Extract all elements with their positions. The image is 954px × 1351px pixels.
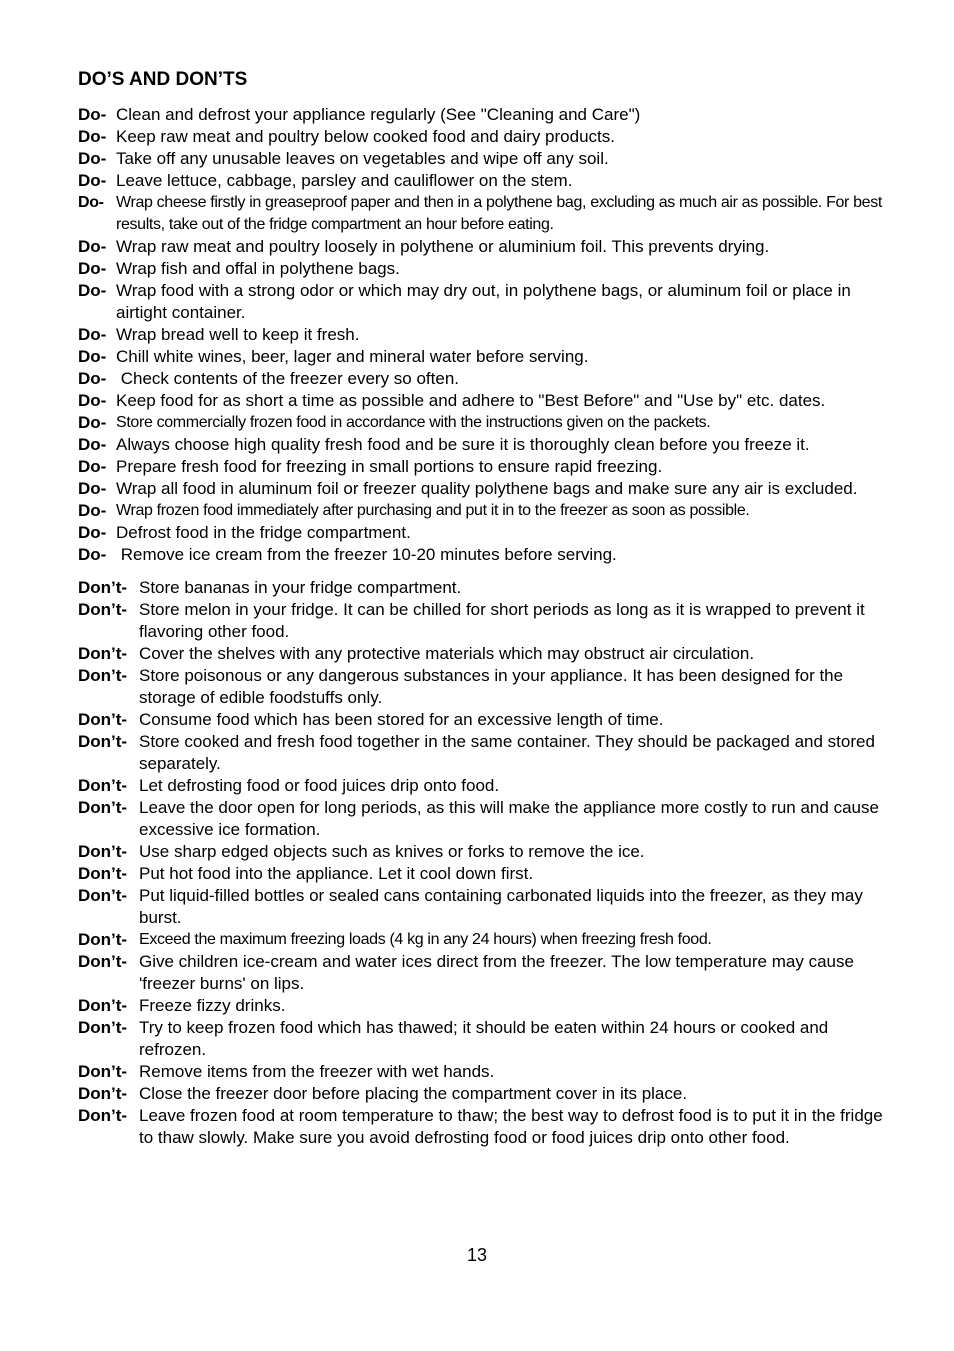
do-marker: Do- — [78, 149, 107, 168]
do-text: Wrap food with a strong odor or which may dry out, in polythene bags, or aluminum foil or place in airtight container. — [116, 281, 851, 322]
do-text: Chill white wines, beer, lager and mineral water before serving. — [116, 347, 589, 366]
do-marker: Do- — [78, 105, 107, 124]
dont-item — [78, 1083, 888, 1105]
do-marker: Do- — [78, 545, 107, 564]
donts-list — [78, 577, 888, 1149]
dont-text: Use sharp edged objects such as knives or forks to remove the ice. — [139, 842, 645, 861]
do-item — [78, 126, 888, 148]
do-text: Leave lettuce, cabbage, parsley and cauliflower on the stem. — [116, 171, 573, 190]
dont-item — [78, 885, 888, 929]
do-text: Store commercially frozen food in accordance with the instructions given on the packets. — [116, 414, 711, 431]
do-marker: Do- — [78, 194, 104, 211]
do-item — [78, 280, 888, 324]
do-text: Remove ice cream from the freezer 10-20 minutes before serving. — [116, 545, 617, 564]
dos-list — [78, 104, 888, 566]
dont-text: Store melon in your fridge. It can be chilled for short periods as long as it is wrapped to prevent it flavoring other food. — [139, 600, 865, 641]
do-text: Wrap cheese firstly in greaseproof paper and then in a polythene bag, excluding as much air as possible. For best results, take out of the fridge compartment an hour before eating. — [116, 194, 882, 233]
dont-item — [78, 709, 888, 731]
do-marker: Do- — [78, 281, 107, 300]
do-marker: Do- — [78, 259, 107, 278]
do-marker: Do- — [78, 347, 107, 366]
dont-text: Give children ice-cream and water ices direct from the freezer. The low temperature may cause 'freezer burns' on lips. — [139, 952, 854, 993]
do-marker: Do- — [78, 325, 107, 344]
do-text: Wrap bread well to keep it fresh. — [116, 325, 360, 344]
page-number: 13 — [466, 1245, 488, 1265]
do-text: Wrap fish and offal in polythene bags. — [116, 259, 400, 278]
dont-marker: Don’t- — [78, 1084, 128, 1103]
do-item — [78, 412, 888, 434]
dont-marker: Don’t- — [78, 1106, 128, 1125]
dont-marker: Don’t- — [78, 864, 128, 883]
do-item — [78, 346, 888, 368]
dont-item — [78, 1105, 888, 1149]
dont-text: Put hot food into the appliance. Let it cool down first. — [139, 864, 534, 883]
do-item — [78, 192, 888, 236]
dont-marker: Don’t- — [78, 644, 128, 663]
dont-marker: Don’t- — [78, 1062, 128, 1081]
dont-marker: Don’t- — [78, 886, 128, 905]
do-text: Wrap all food in aluminum foil or freezer quality polythene bags and make sure any air is excluded. — [116, 479, 858, 498]
dont-text: Store poisonous or any dangerous substances in your appliance. It has been designed for the storage of edible foodstuffs only. — [139, 666, 844, 707]
dont-marker: Don’t- — [78, 1018, 128, 1037]
do-marker: Do- — [78, 237, 107, 256]
dont-text: Store bananas in your fridge compartment. — [139, 578, 462, 597]
dont-item — [78, 797, 888, 841]
dont-item — [78, 731, 888, 775]
do-marker: Do- — [78, 435, 107, 454]
dont-item — [78, 863, 888, 885]
do-text: Defrost food in the fridge compartment. — [116, 523, 411, 542]
dont-text: Store cooked and fresh food together in the same container. They should be packaged and stored separately. — [139, 732, 875, 773]
do-marker: Do- — [78, 501, 107, 520]
do-item — [78, 456, 888, 478]
dont-text: Remove items from the freezer with wet hands. — [139, 1062, 495, 1081]
dont-marker: Don’t- — [78, 842, 128, 861]
do-text: Always choose high quality fresh food and be sure it is thoroughly clean before you freeze it. — [116, 435, 810, 454]
dont-item — [78, 951, 888, 995]
do-text: Keep raw meat and poultry below cooked food and dairy products. — [116, 127, 615, 146]
dont-marker: Don’t- — [78, 732, 128, 751]
dont-text: Leave frozen food at room temperature to thaw; the best way to defrost food is to put it in the fridge to thaw slowly. Make sure you avoid defrosting food or food juices drip onto other food. — [139, 1106, 883, 1147]
dont-text: Cover the shelves with any protective materials which may obstruct air circulation. — [139, 644, 755, 663]
dont-item — [78, 643, 888, 665]
do-item — [78, 104, 888, 126]
do-item — [78, 258, 888, 280]
do-item — [78, 478, 888, 500]
dont-marker: Don’t- — [78, 930, 128, 949]
do-item — [78, 500, 888, 522]
dont-text: Close the freezer door before placing the compartment cover in its place. — [139, 1084, 688, 1103]
dont-text: Try to keep frozen food which has thawed; it should be eaten within 24 hours or cooked and refrozen. — [139, 1018, 829, 1059]
do-marker: Do- — [78, 171, 107, 190]
dont-item — [78, 775, 888, 797]
dont-marker: Don’t- — [78, 798, 128, 817]
dont-marker: Don’t- — [78, 710, 128, 729]
dont-text: Put liquid-filled bottles or sealed cans containing carbonated liquids into the freezer, as they may burst. — [139, 886, 863, 927]
do-item — [78, 148, 888, 170]
do-text: Take off any unusable leaves on vegetables and wipe off any soil. — [116, 149, 609, 168]
dont-item — [78, 929, 888, 951]
dont-text: Freeze fizzy drinks. — [139, 996, 286, 1015]
do-item — [78, 324, 888, 346]
dont-item — [78, 1017, 888, 1061]
do-item — [78, 390, 888, 412]
dont-marker: Don’t- — [78, 666, 128, 685]
do-text: Wrap raw meat and poultry loosely in polythene or aluminium foil. This prevents drying. — [116, 237, 770, 256]
document-page — [78, 68, 888, 1149]
dont-text: Consume food which has been stored for an excessive length of time. — [139, 710, 664, 729]
do-item — [78, 544, 888, 566]
do-item — [78, 368, 888, 390]
dont-item — [78, 577, 888, 599]
do-item — [78, 170, 888, 192]
dont-marker: Don’t- — [78, 952, 128, 971]
dont-marker: Don’t- — [78, 578, 128, 597]
dont-item — [78, 599, 888, 643]
dont-item — [78, 1061, 888, 1083]
dont-marker: Don’t- — [78, 600, 128, 619]
dont-item — [78, 665, 888, 709]
do-text: Wrap frozen food immediately after purchasing and put it in to the freezer as soon as possible. — [116, 502, 750, 519]
do-text: Prepare fresh food for freezing in small portions to ensure rapid freezing. — [116, 457, 663, 476]
dont-text: Exceed the maximum freezing loads (4 kg in any 24 hours) when freezing fresh food. — [139, 931, 712, 948]
dont-marker: Don’t- — [78, 996, 128, 1015]
do-item — [78, 434, 888, 456]
do-marker: Do- — [78, 413, 107, 432]
section-heading: DO’S AND DON’TS — [78, 69, 248, 90]
dont-text: Leave the door open for long periods, as this will make the appliance more costly to run and cause excessive ice formation. — [139, 798, 879, 839]
do-marker: Do- — [78, 457, 107, 476]
do-item — [78, 522, 888, 544]
do-text: Keep food for as short a time as possible and adhere to "Best Before" and "Use by" etc. dates. — [116, 391, 826, 410]
do-marker: Do- — [78, 369, 107, 388]
dont-item — [78, 841, 888, 863]
dont-marker: Don’t- — [78, 776, 128, 795]
do-marker: Do- — [78, 479, 107, 498]
do-text: Clean and defrost your appliance regularly (See "Cleaning and Care") — [116, 105, 641, 124]
do-item — [78, 236, 888, 258]
dont-text: Let defrosting food or food juices drip onto food. — [139, 776, 500, 795]
do-marker: Do- — [78, 523, 107, 542]
do-marker: Do- — [78, 391, 107, 410]
dont-item — [78, 995, 888, 1017]
do-marker: Do- — [78, 127, 107, 146]
do-text: Check contents of the freezer every so often. — [116, 369, 460, 388]
